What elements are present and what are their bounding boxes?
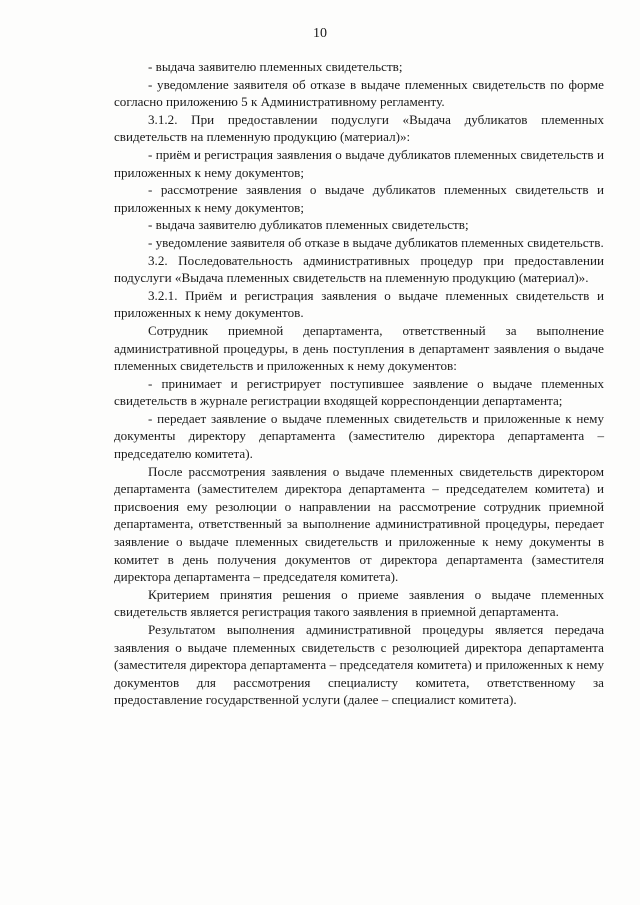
paragraph: - выдача заявителю дубликатов племенных свидетельств; <box>148 217 469 233</box>
paragraph: - передает заявление о выдаче племенных свидетельств и приложенные к нему документы директору департамента (заместителю директора департамента – председателю комитета). <box>114 410 604 462</box>
paragraph: Результатом выполнения административной процедуры является передача заявления о выдаче племенных свидетельств с резолюцией директора департамента (заместителя директора департамента – председателя комитета) и приложенных к нему документов для рассмотрения специалисту комитета, ответственному за предоставление государственной услуги (далее – специалист комитета). <box>114 622 604 708</box>
paragraph: После рассмотрения заявления о выдаче племенных свидетельств директором департамента (заместителем директора департамента – председателем комитета) и присвоения ему резолюции о направлении на рассмотрение сотрудник приемной департамента, ответственный за выполнение административной процедуры, передает заявление о выдаче племенных свидетельств и приложенные к нему документы в комитет в день получения документов от директора департамента (заместителя директора департамента – председателя комитета). <box>114 463 604 585</box>
paragraph: - уведомление заявителя об отказе в выдаче племенных свидетельств по форме согласно приложению 5 к Административному регламенту. <box>114 76 604 110</box>
paragraph: - принимает и регистрирует поступившее заявление о выдаче племенных свидетельств в журнале регистрации входящей корреспонденции департамента; <box>114 375 604 409</box>
document-body <box>114 58 604 709</box>
page-number: 10 <box>313 26 327 41</box>
paragraph: 3.2. Последовательность административных процедур при предоставлении подуслуги «Выдача племенных свидетельств на племенную продукцию (материал)». <box>114 252 604 286</box>
paragraph: 3.2.1. Приём и регистрация заявления о выдаче племенных свидетельств и приложенных к нему документов. <box>114 287 604 321</box>
paragraph: 3.1.2. При предоставлении подуслуги «Выдача дубликатов племенных свидетельств на племенную продукцию (материал)»: <box>114 111 604 145</box>
paragraph: Сотрудник приемной департамента, ответственный за выполнение административной процедуры, в день поступления в департамент заявления о выдаче племенных свидетельств и приложенных к нему документов: <box>114 322 604 374</box>
paragraph: - приём и регистрация заявления о выдаче дубликатов племенных свидетельств и приложенных к нему документов; <box>114 146 604 180</box>
paragraph: - выдача заявителю племенных свидетельств; <box>148 59 403 74</box>
paragraph: - уведомление заявителя об отказе в выдаче дубликатов племенных свидетельств. <box>148 234 604 250</box>
paragraph: - рассмотрение заявления о выдаче дубликатов племенных свидетельств и приложенных к нему документов; <box>114 182 604 215</box>
paragraph: Критерием принятия решения о приеме заявления о выдаче племенных свидетельств является регистрация такого заявления в приемной департамента. <box>114 586 604 620</box>
